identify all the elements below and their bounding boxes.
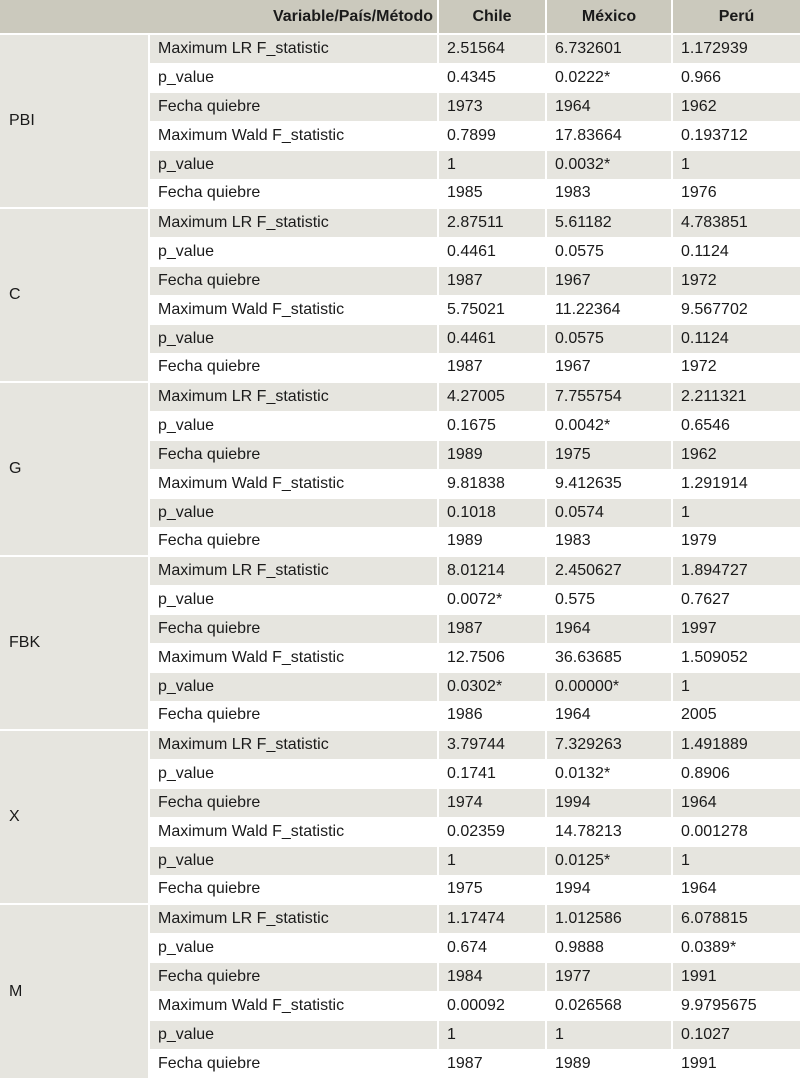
method-cell: p_value <box>149 759 438 788</box>
method-cell: Fecha quiebre <box>149 179 438 208</box>
method-cell: Maximum Wald F_statistic <box>149 643 438 672</box>
peru-value-cell: 1964 <box>672 788 801 817</box>
peru-value-cell: 1991 <box>672 1049 801 1078</box>
mexico-value-cell: 36.63685 <box>546 643 672 672</box>
peru-value-cell: 1962 <box>672 92 801 121</box>
chile-value-cell: 8.01214 <box>438 556 546 585</box>
peru-value-cell: 1964 <box>672 875 801 904</box>
peru-value-cell: 1 <box>672 498 801 527</box>
method-cell: Fecha quiebre <box>149 701 438 730</box>
method-cell: Fecha quiebre <box>149 875 438 904</box>
variable-cell: G <box>0 382 149 556</box>
chile-value-cell: 1975 <box>438 875 546 904</box>
header-peru: Perú <box>672 0 801 34</box>
method-cell: p_value <box>149 1020 438 1049</box>
chile-value-cell: 0.4461 <box>438 324 546 353</box>
mexico-value-cell: 2.450627 <box>546 556 672 585</box>
method-cell: Maximum LR F_statistic <box>149 34 438 63</box>
header-row <box>0 0 801 34</box>
method-cell: Maximum Wald F_statistic <box>149 121 438 150</box>
method-cell: Maximum LR F_statistic <box>149 208 438 237</box>
chile-value-cell: 2.51564 <box>438 34 546 63</box>
chile-value-cell: 1987 <box>438 1049 546 1078</box>
peru-value-cell: 0.193712 <box>672 121 801 150</box>
chile-value-cell: 1987 <box>438 353 546 382</box>
method-cell: p_value <box>149 672 438 701</box>
mexico-value-cell: 7.329263 <box>546 730 672 759</box>
chile-value-cell: 5.75021 <box>438 295 546 324</box>
peru-value-cell: 2.211321 <box>672 382 801 411</box>
peru-value-cell: 9.9795675 <box>672 991 801 1020</box>
chile-value-cell: 0.0072* <box>438 585 546 614</box>
mexico-value-cell: 1964 <box>546 92 672 121</box>
chile-value-cell: 1.17474 <box>438 904 546 933</box>
method-cell: p_value <box>149 324 438 353</box>
variable-cell: X <box>0 730 149 904</box>
peru-value-cell: 2005 <box>672 701 801 730</box>
chile-value-cell: 0.1675 <box>438 411 546 440</box>
peru-value-cell: 4.783851 <box>672 208 801 237</box>
variable-cell: FBK <box>0 556 149 730</box>
peru-value-cell: 1979 <box>672 527 801 556</box>
mexico-value-cell: 1964 <box>546 614 672 643</box>
mexico-value-cell: 0.0032* <box>546 150 672 179</box>
table-row <box>0 382 801 411</box>
method-cell: Maximum LR F_statistic <box>149 904 438 933</box>
chile-value-cell: 0.4345 <box>438 63 546 92</box>
method-cell: Fecha quiebre <box>149 614 438 643</box>
table-row <box>0 730 801 759</box>
peru-value-cell: 1976 <box>672 179 801 208</box>
chile-value-cell: 0.7899 <box>438 121 546 150</box>
peru-value-cell: 9.567702 <box>672 295 801 324</box>
mexico-value-cell: 0.0575 <box>546 324 672 353</box>
method-cell: p_value <box>149 411 438 440</box>
peru-value-cell: 1 <box>672 846 801 875</box>
method-cell: Maximum LR F_statistic <box>149 556 438 585</box>
mexico-value-cell: 1.012586 <box>546 904 672 933</box>
mexico-value-cell: 1967 <box>546 353 672 382</box>
mexico-value-cell: 14.78213 <box>546 817 672 846</box>
mexico-value-cell: 6.732601 <box>546 34 672 63</box>
mexico-value-cell: 0.00000* <box>546 672 672 701</box>
mexico-value-cell: 1964 <box>546 701 672 730</box>
mexico-value-cell: 0.0575 <box>546 237 672 266</box>
chile-value-cell: 1985 <box>438 179 546 208</box>
method-cell: Maximum LR F_statistic <box>149 730 438 759</box>
mexico-value-cell: 5.61182 <box>546 208 672 237</box>
peru-value-cell: 0.8906 <box>672 759 801 788</box>
peru-value-cell: 1991 <box>672 962 801 991</box>
method-cell: Fecha quiebre <box>149 1049 438 1078</box>
mexico-value-cell: 0.9888 <box>546 933 672 962</box>
chile-value-cell: 1989 <box>438 440 546 469</box>
peru-value-cell: 0.1124 <box>672 237 801 266</box>
method-cell: Fecha quiebre <box>149 788 438 817</box>
peru-value-cell: 0.1027 <box>672 1020 801 1049</box>
mexico-value-cell: 1989 <box>546 1049 672 1078</box>
chile-value-cell: 1986 <box>438 701 546 730</box>
table-row <box>0 904 801 933</box>
method-cell: p_value <box>149 498 438 527</box>
method-cell: Maximum LR F_statistic <box>149 382 438 411</box>
peru-value-cell: 1.172939 <box>672 34 801 63</box>
chile-value-cell: 0.1018 <box>438 498 546 527</box>
chile-value-cell: 1974 <box>438 788 546 817</box>
chile-value-cell: 0.00092 <box>438 991 546 1020</box>
chile-value-cell: 1984 <box>438 962 546 991</box>
mexico-value-cell: 7.755754 <box>546 382 672 411</box>
mexico-value-cell: 11.22364 <box>546 295 672 324</box>
chile-value-cell: 1 <box>438 846 546 875</box>
method-cell: Fecha quiebre <box>149 266 438 295</box>
method-cell: Maximum Wald F_statistic <box>149 469 438 498</box>
peru-value-cell: 1962 <box>672 440 801 469</box>
chile-value-cell: 1987 <box>438 614 546 643</box>
chile-value-cell: 4.27005 <box>438 382 546 411</box>
peru-value-cell: 6.078815 <box>672 904 801 933</box>
method-cell: Fecha quiebre <box>149 440 438 469</box>
peru-value-cell: 0.1124 <box>672 324 801 353</box>
mexico-value-cell: 9.412635 <box>546 469 672 498</box>
peru-value-cell: 1 <box>672 672 801 701</box>
mexico-value-cell: 0.0042* <box>546 411 672 440</box>
method-cell: Maximum Wald F_statistic <box>149 295 438 324</box>
header-chile: Chile <box>438 0 546 34</box>
chile-value-cell: 0.02359 <box>438 817 546 846</box>
peru-value-cell: 1.291914 <box>672 469 801 498</box>
variable-cell: C <box>0 208 149 382</box>
method-cell: Maximum Wald F_statistic <box>149 817 438 846</box>
table-row <box>0 34 801 63</box>
method-cell: Maximum Wald F_statistic <box>149 991 438 1020</box>
header-variable-pais-metodo: Variable/País/Método <box>0 0 438 34</box>
peru-value-cell: 1972 <box>672 266 801 295</box>
variable-cell: M <box>0 904 149 1078</box>
mexico-value-cell: 0.026568 <box>546 991 672 1020</box>
peru-value-cell: 1.894727 <box>672 556 801 585</box>
method-cell: Fecha quiebre <box>149 92 438 121</box>
peru-value-cell: 1 <box>672 150 801 179</box>
mexico-value-cell: 1977 <box>546 962 672 991</box>
mexico-value-cell: 1975 <box>546 440 672 469</box>
header-mexico: México <box>546 0 672 34</box>
mexico-value-cell: 1994 <box>546 788 672 817</box>
mexico-value-cell: 0.0574 <box>546 498 672 527</box>
table-row <box>0 208 801 237</box>
chile-value-cell: 1987 <box>438 266 546 295</box>
chile-value-cell: 0.0302* <box>438 672 546 701</box>
peru-value-cell: 0.0389* <box>672 933 801 962</box>
chile-value-cell: 0.1741 <box>438 759 546 788</box>
chile-value-cell: 1 <box>438 150 546 179</box>
mexico-value-cell: 1967 <box>546 266 672 295</box>
method-cell: p_value <box>149 237 438 266</box>
method-cell: Fecha quiebre <box>149 527 438 556</box>
mexico-value-cell: 0.0222* <box>546 63 672 92</box>
peru-value-cell: 1997 <box>672 614 801 643</box>
peru-value-cell: 1.509052 <box>672 643 801 672</box>
mexico-value-cell: 0.0125* <box>546 846 672 875</box>
chile-value-cell: 1989 <box>438 527 546 556</box>
mexico-value-cell: 1983 <box>546 527 672 556</box>
peru-value-cell: 0.001278 <box>672 817 801 846</box>
chile-value-cell: 0.4461 <box>438 237 546 266</box>
table-body <box>0 34 801 1078</box>
peru-value-cell: 0.6546 <box>672 411 801 440</box>
chile-value-cell: 0.674 <box>438 933 546 962</box>
mexico-value-cell: 17.83664 <box>546 121 672 150</box>
chile-value-cell: 9.81838 <box>438 469 546 498</box>
method-cell: Fecha quiebre <box>149 353 438 382</box>
mexico-value-cell: 1 <box>546 1020 672 1049</box>
peru-value-cell: 1972 <box>672 353 801 382</box>
chile-value-cell: 2.87511 <box>438 208 546 237</box>
method-cell: p_value <box>149 150 438 179</box>
method-cell: p_value <box>149 585 438 614</box>
chile-value-cell: 1 <box>438 1020 546 1049</box>
mexico-value-cell: 0.0132* <box>546 759 672 788</box>
method-cell: p_value <box>149 933 438 962</box>
chile-value-cell: 12.7506 <box>438 643 546 672</box>
chile-value-cell: 3.79744 <box>438 730 546 759</box>
method-cell: p_value <box>149 63 438 92</box>
variable-cell: PBI <box>0 34 149 208</box>
method-cell: p_value <box>149 846 438 875</box>
peru-value-cell: 0.966 <box>672 63 801 92</box>
chile-value-cell: 1973 <box>438 92 546 121</box>
table-row <box>0 556 801 585</box>
peru-value-cell: 0.7627 <box>672 585 801 614</box>
method-cell: Fecha quiebre <box>149 962 438 991</box>
mexico-value-cell: 1983 <box>546 179 672 208</box>
mexico-value-cell: 1994 <box>546 875 672 904</box>
mexico-value-cell: 0.575 <box>546 585 672 614</box>
peru-value-cell: 1.491889 <box>672 730 801 759</box>
